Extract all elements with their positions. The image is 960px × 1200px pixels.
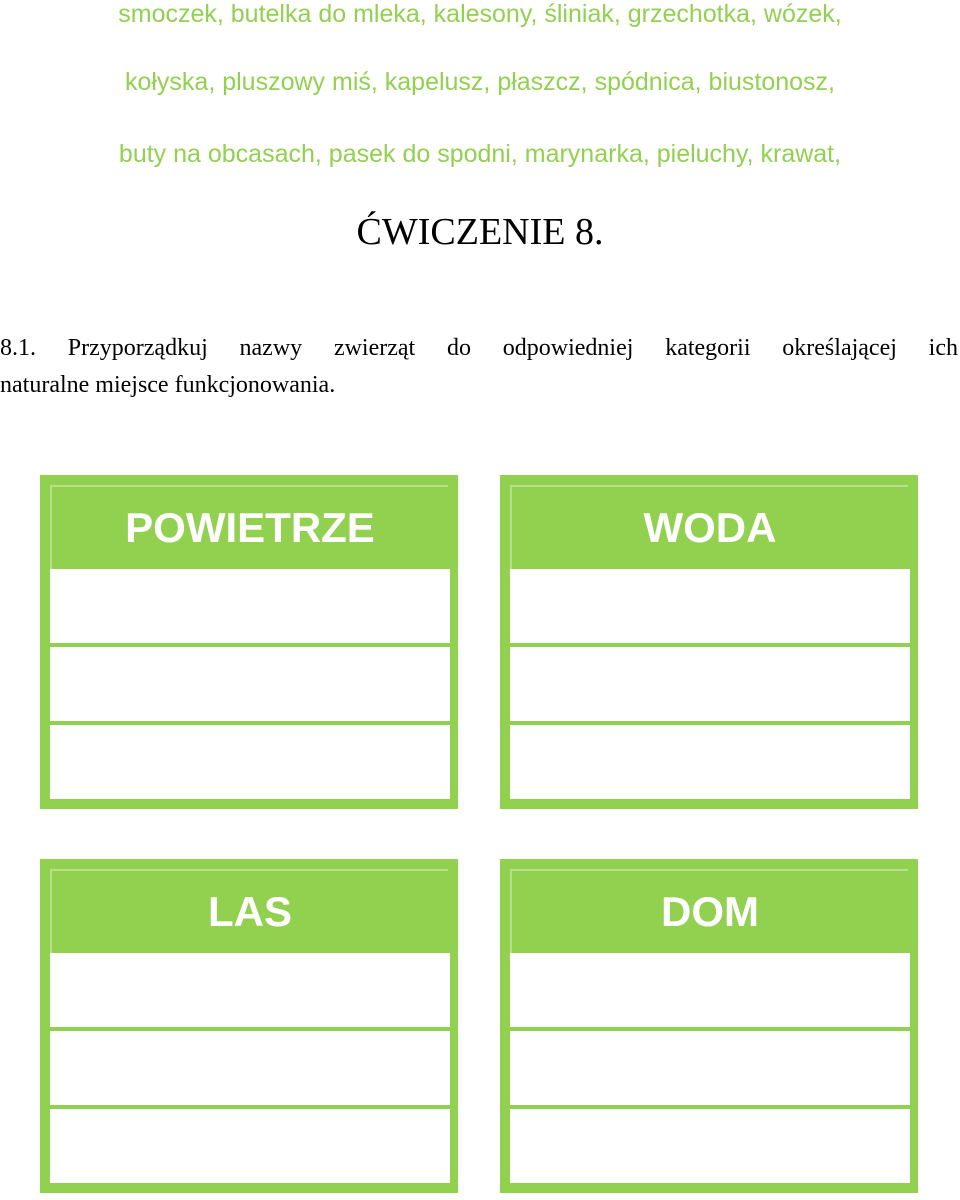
category-header-las: LAS xyxy=(50,869,448,953)
word-list-line-1: smoczek, butelka do mleka, kalesony, śliniak, grzechotka, wózek, xyxy=(118,0,842,28)
answer-field-powietrze-2[interactable] xyxy=(50,647,450,721)
category-box-powietrze xyxy=(40,475,458,809)
category-header-dom: DOM xyxy=(510,869,908,953)
answer-field-dom-3[interactable] xyxy=(510,1109,910,1183)
word-list-line-3: buty na obcasach, pasek do spodni, marynarka, pieluchy, krawat, xyxy=(118,140,842,168)
answer-field-woda-2[interactable] xyxy=(510,647,910,721)
exercise-instruction xyxy=(0,330,958,404)
category-header-powietrze: POWIETRZE xyxy=(50,485,448,569)
exercise-title: ĆWICZENIE 8. xyxy=(356,211,604,253)
answer-field-las-2[interactable] xyxy=(50,1031,450,1105)
category-header-woda: WODA xyxy=(510,485,908,569)
answer-field-powietrze-1[interactable] xyxy=(50,569,450,643)
instruction-line-2: naturalne miejsce funkcjonowania. xyxy=(0,372,336,398)
answer-field-powietrze-3[interactable] xyxy=(50,725,450,799)
category-box-las xyxy=(40,859,458,1193)
answer-field-las-1[interactable] xyxy=(50,953,450,1027)
instruction-line-1: 8.1. Przyporządkuj nazwy zwierząt do odpowiedniej kategorii określającej ich xyxy=(0,335,958,361)
category-box-woda xyxy=(500,475,918,809)
category-box-dom xyxy=(500,859,918,1193)
answer-field-dom-2[interactable] xyxy=(510,1031,910,1105)
answer-field-woda-1[interactable] xyxy=(510,569,910,643)
answer-field-woda-3[interactable] xyxy=(510,725,910,799)
word-list-line-2: kołyska, pluszowy miś, kapelusz, płaszcz, spódnica, biustonosz, xyxy=(124,68,836,96)
answer-field-dom-1[interactable] xyxy=(510,953,910,1027)
answer-field-las-3[interactable] xyxy=(50,1109,450,1183)
